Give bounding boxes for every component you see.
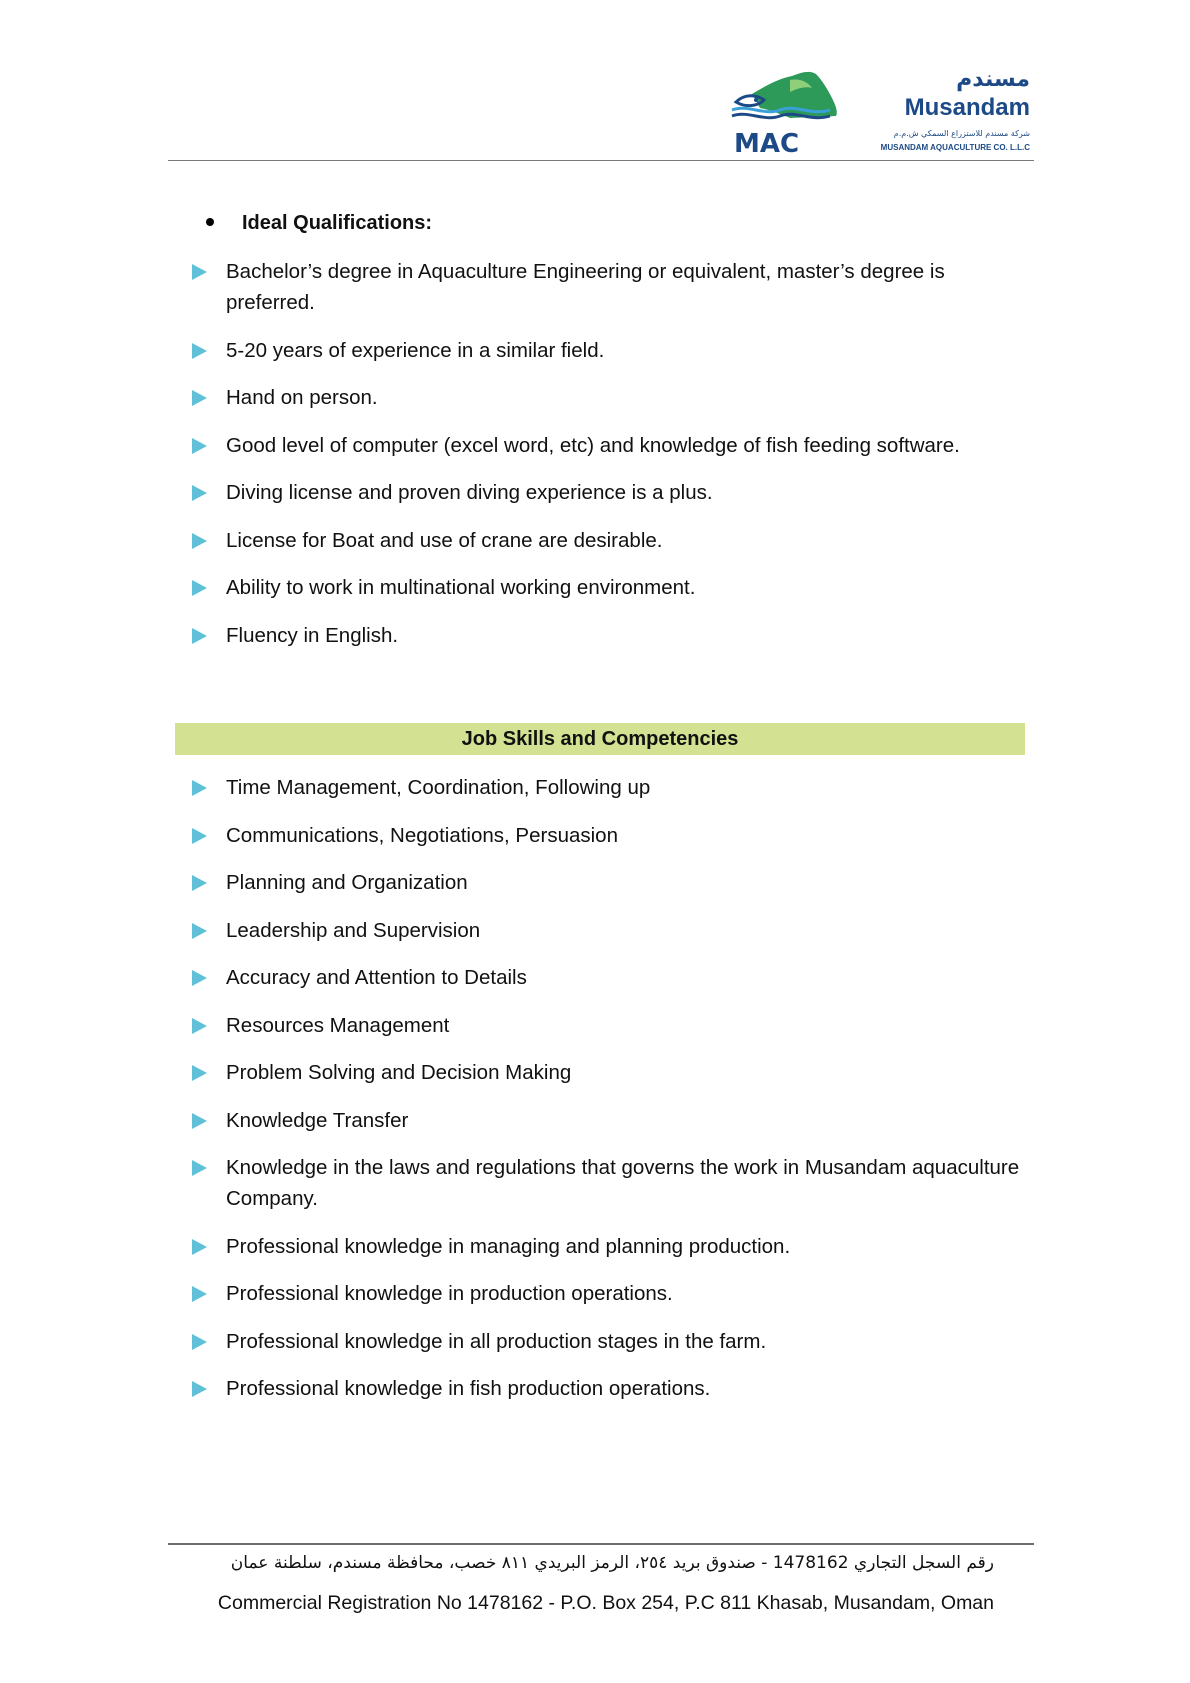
triangle-bullet-icon xyxy=(192,1334,207,1350)
footer-english-address: Commercial Registration No 1478162 - P.O. Box 254, P.C 811 Khasab, Musandam, Oman xyxy=(217,1592,994,1614)
list-item-text: Planning and Organization xyxy=(226,871,468,894)
list-item-text: Resources Management xyxy=(226,1013,450,1037)
triangle-bullet-icon xyxy=(192,264,207,280)
list-item xyxy=(192,962,1032,993)
triangle-bullet-icon xyxy=(192,533,207,549)
list-item-text: Bachelor’s degree in Aquaculture Engineering or equivalent, master’s degree is preferred. xyxy=(226,260,945,314)
triangle-bullet-icon xyxy=(192,875,207,891)
triangle-bullet-icon xyxy=(192,343,207,359)
triangle-bullet-icon xyxy=(192,1113,207,1129)
footer-divider xyxy=(168,1543,1034,1545)
list-item xyxy=(192,1231,1032,1262)
mac-logo-mark-icon xyxy=(730,70,845,156)
list-item xyxy=(192,477,1032,508)
triangle-bullet-icon xyxy=(192,390,207,406)
list-item-text: 5-20 years of experience in a similar field. xyxy=(226,338,605,362)
list-item xyxy=(192,382,1032,413)
list-item-text: Accuracy and Attention to Details xyxy=(226,966,527,989)
company-logo xyxy=(730,66,1030,158)
skills-heading-band: Job Skills and Competencies xyxy=(175,723,1025,755)
triangle-bullet-icon xyxy=(192,1239,207,1255)
list-item xyxy=(192,1326,1032,1357)
footer-arabic-address: رقم السجل التجاري 1478162 - صندوق بريد ٢٥٤، الرمز البريدي ٨١١ خصب، محافظة مسندم، سلطنة عمان xyxy=(230,1553,994,1573)
triangle-bullet-icon xyxy=(192,923,207,939)
list-item-text: Good level of computer (excel word, etc) and knowledge of fish feeding software. xyxy=(226,433,960,457)
list-item xyxy=(192,525,1032,556)
list-item xyxy=(192,572,1032,603)
list-item xyxy=(192,772,1032,803)
list-item-text: Professional knowledge in managing and planning production. xyxy=(226,1234,791,1258)
triangle-bullet-icon xyxy=(192,1160,207,1176)
brand-sub-arabic: شركة مسندم للاستزراع السمكي ش.م.م xyxy=(893,129,1030,138)
brand-sub-english: MUSANDAM AQUACULTURE CO. L.L.C xyxy=(880,143,1030,152)
skills-list xyxy=(192,772,1032,1421)
triangle-bullet-icon xyxy=(192,628,207,644)
brand-arabic: مسندم xyxy=(956,67,1030,92)
triangle-bullet-icon xyxy=(192,580,207,596)
triangle-bullet-icon xyxy=(192,438,207,454)
list-item xyxy=(192,1373,1032,1404)
qualifications-list xyxy=(192,256,1032,667)
list-item xyxy=(192,915,1032,946)
list-item xyxy=(192,1057,1032,1088)
triangle-bullet-icon xyxy=(192,1018,207,1034)
list-item xyxy=(192,335,1032,366)
list-item-text: Professional knowledge in production operations. xyxy=(226,1282,673,1305)
list-item xyxy=(192,620,1032,651)
list-item-text: Fluency in English. xyxy=(226,623,399,647)
list-item-text: License for Boat and use of crane are desirable. xyxy=(226,528,663,552)
bullet-dot-icon xyxy=(206,218,214,226)
header-divider xyxy=(168,160,1034,161)
list-item xyxy=(192,1278,1032,1309)
list-item xyxy=(192,1152,1032,1214)
list-item xyxy=(192,256,1032,318)
triangle-bullet-icon xyxy=(192,1381,207,1397)
list-item-text: Hand on person. xyxy=(226,386,378,409)
list-item-text: Ability to work in multinational working environment. xyxy=(226,576,696,599)
triangle-bullet-icon xyxy=(192,1286,207,1302)
list-item-text: Leadership and Supervision xyxy=(226,918,481,942)
list-item-text: Knowledge in the laws and regulations that governs the work in Musandam aquaculture Company. xyxy=(226,1156,1020,1210)
triangle-bullet-icon xyxy=(192,1065,207,1081)
list-item xyxy=(192,820,1032,851)
list-item-text: Professional knowledge in fish production operations. xyxy=(226,1377,711,1400)
list-item xyxy=(192,1105,1032,1136)
triangle-bullet-icon xyxy=(192,970,207,986)
triangle-bullet-icon xyxy=(192,780,207,796)
list-item xyxy=(192,1010,1032,1041)
mac-logo-text: MAC xyxy=(734,129,800,156)
list-item xyxy=(192,430,1032,461)
list-item-text: Problem Solving and Decision Making xyxy=(226,1061,572,1084)
brand-wordmark xyxy=(858,66,1030,154)
list-item-text: Knowledge Transfer xyxy=(226,1108,409,1132)
list-item-text: Time Management, Coordination, Following up xyxy=(226,776,651,799)
list-item-text: Professional knowledge in all production stages in the farm. xyxy=(226,1329,767,1353)
qualifications-heading xyxy=(206,212,432,235)
list-item-text: Diving license and proven diving experience is a plus. xyxy=(226,481,713,504)
list-item xyxy=(192,867,1032,898)
list-item-text: Communications, Negotiations, Persuasion xyxy=(226,823,618,847)
triangle-bullet-icon xyxy=(192,828,207,844)
triangle-bullet-icon xyxy=(192,485,207,501)
qualifications-heading-text: Ideal Qualifications: xyxy=(242,212,433,234)
brand-english: Musandam xyxy=(904,94,1030,121)
